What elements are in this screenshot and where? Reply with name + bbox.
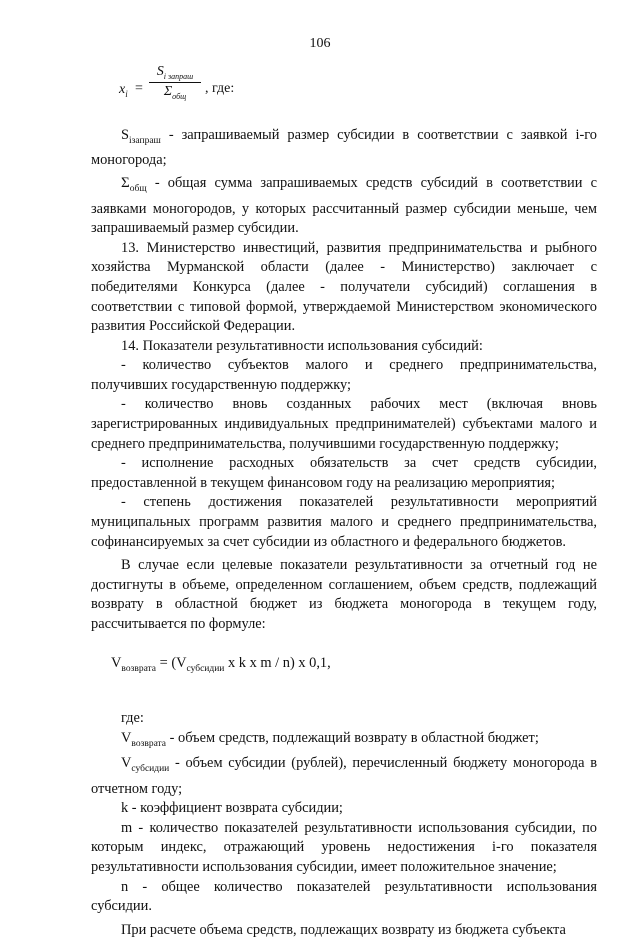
indicator-item-3: - исполнение расходных обязательств за счет средств субсидии, предоставленной в текущем финансовом году на реализацию мероприятия; (91, 455, 597, 491)
legend-m: m - количество показателей результативности использования субсидии, по которым индекс, отражающий уровень недостижения i-го показателя результативности использования субсидии, имеет положительное значение; (91, 819, 597, 875)
formula-x: $x_i$ (119, 82, 128, 99)
definition-sum-total: $\Sigma_{общ}$ - общая сумма запрашиваемых средств субсидий в соответствии с заявками моногородов, у которых рассчитанный размер субсидии меньше, чем запрашиваемый размер субсидии. (91, 175, 597, 237)
paragraph-14: 14. Показатели результативности использования субсидий: (121, 337, 483, 354)
formula-numerator: $S_{i запраш}$ (149, 64, 201, 83)
formula-denominator: $\Sigma_{общ}$ (163, 83, 187, 101)
formula-where-label: , где: (205, 81, 235, 96)
legend-k: k - коэффициент возврата субсидии; (121, 800, 343, 817)
indicator-item-4: - степень достижения показателей результативности мероприятий муниципальных программ развития малого и среднего предпринимательства, софинансируемых за счет субсидии из областного и федерального бюджетов. (91, 494, 597, 550)
indicator-item-2: - количество вновь созданных рабочих мест (включая вновь зарегистрированных индивидуальных предпринимателей) субъектами малого и среднего предпринимательства, получившими государственную поддержку; (91, 396, 597, 452)
refund-formula: $V_{возврата} = (V_{субсидии}$ x k x m / n) x 0,1, (111, 654, 331, 674)
legend-n: n - общее количество показателей результативности использования субсидии. (91, 878, 597, 915)
definition-s-request: $S_{iзапраш}$ - запрашиваемый размер субсидии в соответствии с заявкой i-го моногорода; (91, 127, 597, 169)
paragraph-13: 13. Министерство инвестиций, развития предпринимательства и рыбного хозяйства Мурманской области (далее - Министерство) заключает с победителями Конкурса (далее - получатели субсидий) соглашения в соответствии с типовой формой, утверждаемой Министерством экономического развития Российской Федерации. (91, 239, 597, 335)
closing-paragraph: При расчете объема средств, подлежащих возврату из бюджета субъекта (121, 921, 566, 938)
refund-case-paragraph: В случае если целевые показатели результативности за отчетный год не достигнуты в объеме, определенном соглашением, объем средств, подлежащий возврату в областной бюджет из бюджета моногорода в текущем году, рассчитывается по формуле: (91, 557, 597, 632)
legend-v-return: $V_{возврата}$ - объем средств, подлежащий возврату в областной бюджет; (121, 729, 539, 749)
formula-equals: = (135, 81, 143, 96)
document-body (91, 126, 597, 940)
legend-v-subsidy: $V_{субсидии}$ - объем субсидии (рублей), перечисленный бюджету моногорода в отчетном году; (91, 755, 597, 797)
page-number: 106 (309, 36, 331, 51)
indicator-item-1: - количество субъектов малого и среднего предпринимательства, получивших государственную поддержку; (91, 357, 597, 393)
formula-fraction (149, 64, 201, 101)
legend-where: где: (121, 710, 144, 727)
